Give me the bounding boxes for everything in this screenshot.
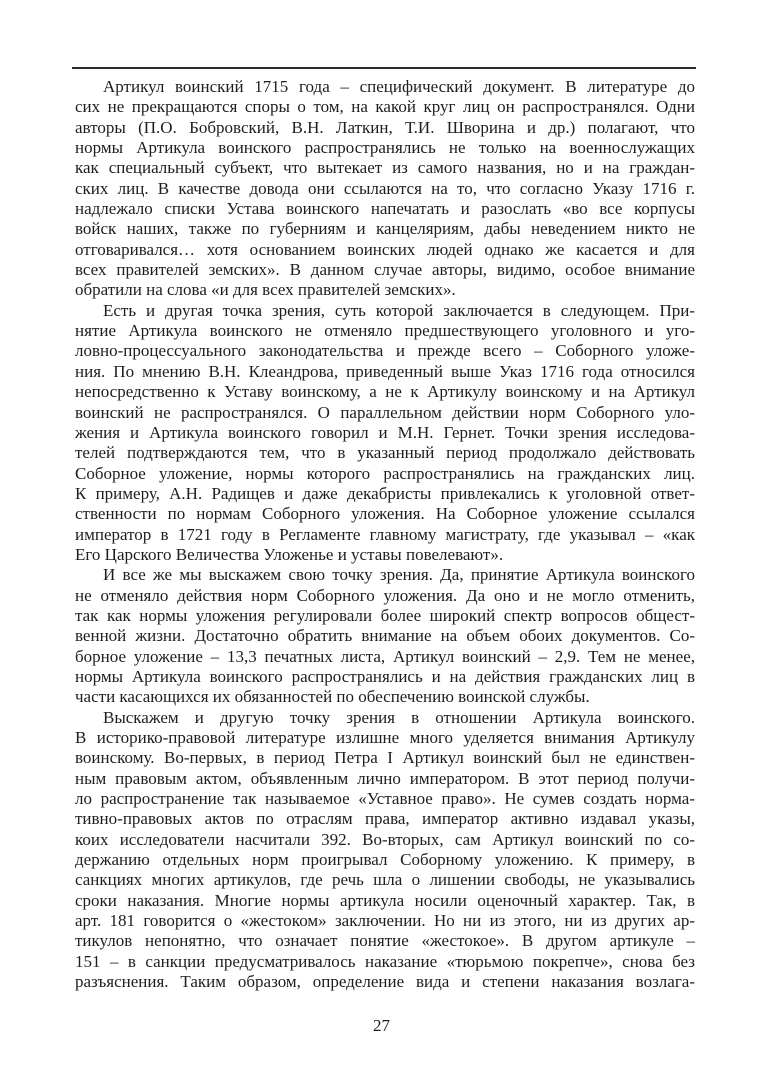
text-line: венной жизни. Достаточно обратить внимание на объем обоих документов. Со- xyxy=(75,626,695,646)
text-line: телей подтверждаются тем, что в указанный период продолжало действовать xyxy=(75,443,695,463)
text-line: санкциях многих артикулов, где речь шла о лишении свободы, не указывались xyxy=(75,870,695,890)
text-line: тивно-правовых актов по отраслям права, император активно издавал указы, xyxy=(75,809,695,829)
text-line: сих не прекращаются споры о том, на какой круг лиц он распространялся. Одни xyxy=(75,97,695,117)
text-line: нятие Артикула воинского не отменяло предшествующего уголовного и уго- xyxy=(75,321,695,341)
text-line: Артикул воинский 1715 года – специфический документ. В литературе до xyxy=(103,77,695,96)
text-line: император в 1721 году в Регламенте главному магистрату, где указывал – «как xyxy=(75,524,695,544)
text-line: коих исследователи насчитали 392. Во-вторых, сам Артикул воинский по со- xyxy=(75,829,695,849)
page-number: 27 xyxy=(373,1016,390,1035)
text-line: не отменяло действия норм Соборного уложения. Да оно и не могло отменить, xyxy=(75,585,695,605)
text-line: ловно-процессуального законодательства и прежде всего – Соборного уложе- xyxy=(75,341,695,361)
header-rule xyxy=(72,67,696,69)
text-line: нормы Артикула воинского распространялись не только на военнослужащих xyxy=(75,138,695,158)
text-line: Соборное уложение, нормы которого распространялись на гражданских лиц. xyxy=(75,463,695,483)
text-line: ния. По мнению В.Н. Клеандрова, приведенный выше Указ 1716 года относился xyxy=(75,361,695,381)
paragraph xyxy=(75,708,695,993)
text-line: воинскому. Во-первых, в период Петра I Артикул воинский был не единствен- xyxy=(75,748,695,768)
text-line: И все же мы выскажем свою точку зрения. Да, принятие Артикула воинского xyxy=(103,565,695,585)
body-text xyxy=(75,77,695,992)
text-line: войск наших, также по губерниям и канцеляриям, дабы неведением никто не xyxy=(75,219,695,239)
text-line: тикулов непонятно, что означает понятие «жестокое». В другом артикуле – xyxy=(75,931,695,951)
text-line: К примеру, А.Н. Радищев и даже декабристы привлекались к уголовной ответ- xyxy=(75,483,695,503)
text-line: ственности по нормам Соборного уложения. На Соборное уложение ссылался xyxy=(75,504,695,524)
text-line: ным правовым актом, объявленным лично императором. В этот период получи- xyxy=(75,768,695,788)
text-line: воинский не распространялся. О параллельном действии норм Соборного уло- xyxy=(75,402,695,422)
text-line: надлежало списки Устава воинского напечатать и разослать «во все корпусы xyxy=(75,199,695,219)
text-line: так как нормы уложения регулировали более широкий спектр вопросов общест- xyxy=(75,605,695,625)
text-line: обратили на слова «и для всех правителей земских». xyxy=(75,280,456,300)
text-line: арт. 181 говорится о «жестоком» заключении. Но ни из этого, ни из других ар- xyxy=(75,911,695,931)
text-line: части касающихся их обязанностей по обеспечению воинской службы. xyxy=(75,687,590,707)
text-line: В историко-правовой литературе излишне много уделяется внимания Артикулу xyxy=(75,728,695,747)
text-line: как специальный субъект, что вытекает из самого названия, но и на граждан- xyxy=(75,158,695,178)
text-line: отговаривался… хотя основанием воинских людей однако же касается и для xyxy=(75,239,695,259)
text-line: Его Царского Величества Уложенье и уставы повелевают». xyxy=(75,544,504,564)
paragraph xyxy=(75,301,695,565)
text-line: 151 – в санкции предусматривалось наказание «тюрьмою покрепче», снова без xyxy=(75,951,695,971)
text-line: держанию отдельных норм проигрывал Соборному уложению. К примеру, в xyxy=(75,850,695,870)
paragraph xyxy=(75,565,695,707)
text-line: всех правителей земских». В данном случае авторы, видимо, особое внимание xyxy=(75,260,695,280)
text-line: сроки наказания. Многие нормы артикула носили оценочный характер. Так, в xyxy=(75,890,695,910)
text-line: ло распространение так называемое «Уставное право». Не сумев создать норма- xyxy=(75,789,695,809)
paragraph xyxy=(75,77,695,301)
text-line: непосредственно к Уставу воинскому, а не к Артикулу воинскому и на Артикул xyxy=(75,382,695,402)
text-line: жения и Артикула воинского говорил и М.Н. Гернет. Точки зрения исследова- xyxy=(75,422,695,442)
text-line: ских лиц. В качестве довода они ссылаются на то, что согласно Указу 1716 г. xyxy=(75,178,695,198)
text-line: разъяснения. Таким образом, определение вида и степени наказания возлага- xyxy=(75,972,695,992)
text-line: Есть и другая точка зрения, суть которой заключается в следующем. При- xyxy=(103,300,695,320)
text-line: Выскажем и другую точку зрения в отношении Артикула воинского. xyxy=(103,707,695,727)
text-line: борное уложение – 13,3 печатных листа, Артикул воинский – 2,9. Тем не менее, xyxy=(75,646,695,666)
text-line: авторы (П.О. Бобровский, В.Н. Латкин, Т.И. Шворина и др.) полагают, что xyxy=(75,117,695,137)
text-line: нормы Артикула воинского распространялись и на действия гражданских лиц в xyxy=(75,666,695,686)
